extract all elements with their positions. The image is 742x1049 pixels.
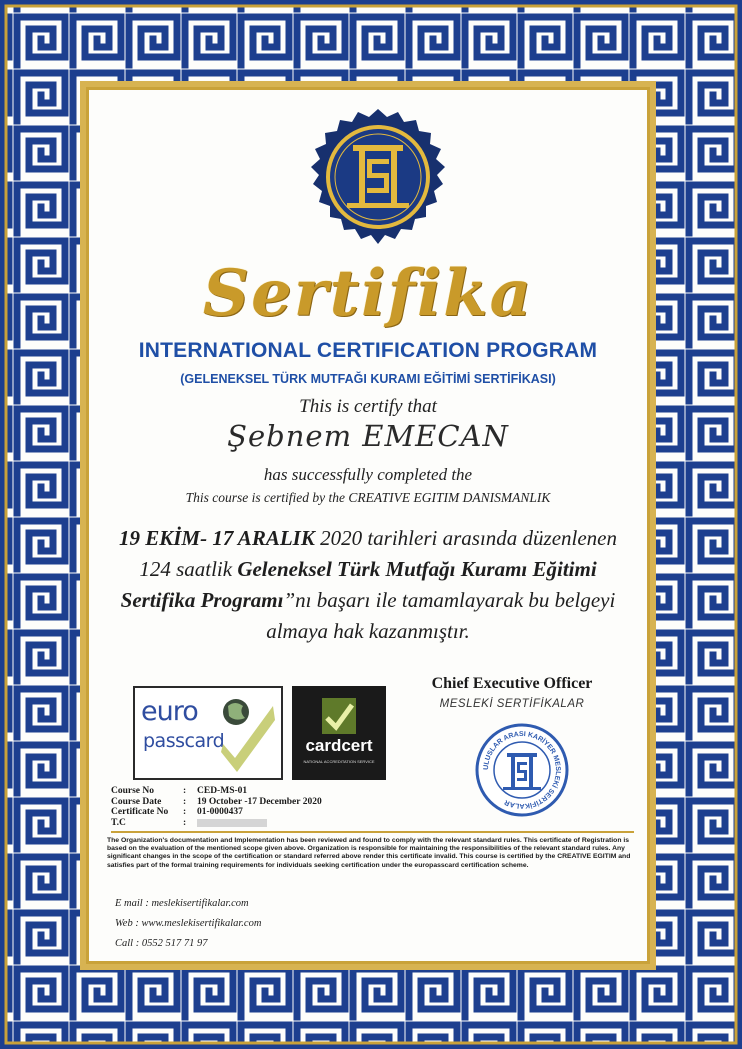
course-date-value: 19 October -17 December 2020 bbox=[197, 796, 322, 807]
cardcert-check-icon bbox=[322, 698, 356, 734]
course-info-row bbox=[111, 807, 322, 818]
cardcert-subtitle: NATIONAL ACCREDITATION SERVICE bbox=[303, 759, 375, 764]
contact-block bbox=[115, 894, 261, 954]
certify-line: This is certify that bbox=[299, 396, 437, 417]
tc-label: T.C bbox=[111, 817, 126, 828]
program-title: INTERNATIONAL CERTIFICATION PROGRAM bbox=[138, 339, 598, 362]
certified-by-line: This course is certified by the CREATIVE EGITIM DANISMANLIK bbox=[185, 490, 551, 505]
course-info-row bbox=[111, 797, 322, 808]
legal-statement: The Organization's documentation and Implementation has been reviewed and found to comply with the relevant standard rules. This certificate of Registration is based on the evaluation of the mentioned scope given above. Organization is responsible for maintaining the responsibilities of the relevant standard rules. Any significant changes in the scope of the certification or standard referred above render this certificate invalid. This course is certified by the CREATIVE EGITIM and satisfies part of the formal training requirements for individuals seeking certification under the europasscard certification scheme. bbox=[107, 837, 631, 869]
course-date-label: Course Date bbox=[111, 796, 162, 807]
recipient-name: Şebnem EMECAN bbox=[227, 419, 509, 453]
certificate-no-value: 01-0000437 bbox=[197, 807, 243, 817]
ms-monogram-seal-icon bbox=[303, 107, 453, 257]
course-info-separator: : bbox=[183, 807, 187, 817]
globe-check-icon bbox=[219, 694, 279, 774]
completed-line: has successfully completed the bbox=[263, 465, 473, 484]
course-info-separator: : bbox=[183, 796, 187, 807]
certificate-no-label: Certificate No bbox=[111, 807, 169, 817]
gold-divider bbox=[111, 831, 634, 833]
contact-web: Web : www.meslekisertifikalar.com bbox=[115, 918, 262, 929]
signatory-organization: MESLEKİ SERTİFİKALAR bbox=[439, 698, 585, 710]
tc-redacted-value bbox=[197, 819, 267, 827]
body-dates: 19 EKİM- 17 ARALIK bbox=[118, 526, 315, 550]
body-part1: 2020 tarihleri arasında düzenlenen 124 saatlik bbox=[139, 526, 617, 581]
europasscard-logo bbox=[133, 686, 283, 780]
cardcert-word: cardcert bbox=[305, 736, 373, 755]
course-info-row bbox=[111, 786, 322, 797]
body-part2: ”nı başarı ile tamamlayarak bu belgeyi almaya hak kazanmıştır. bbox=[266, 588, 616, 643]
program-subtitle: (GELENEKSEL TÜRK MUTFAĞI KURAMI EĞİTİMİ SERTİFİKASI) bbox=[180, 372, 556, 386]
course-no-label: Course No bbox=[111, 786, 155, 796]
signatory-title: Chief Executive Officer bbox=[431, 675, 593, 692]
contact-call: Call : 0552 517 71 97 bbox=[115, 938, 208, 949]
contact-email: E mail : meslekisertifikalar.com bbox=[115, 898, 249, 909]
certificate-title-word: Sertifika bbox=[202, 256, 534, 331]
stamp-text: ULUSLAR ARASI KARİYER MESLEKİ SERTİFİKALAR bbox=[482, 730, 562, 810]
europass-word-euro: euro bbox=[141, 696, 198, 727]
certificate-content bbox=[92, 93, 644, 958]
organization-stamp-icon bbox=[475, 723, 569, 817]
europass-word-passcard: passcard bbox=[143, 730, 225, 752]
course-info-row bbox=[111, 818, 322, 829]
course-no-value: CED-MS-01 bbox=[197, 786, 248, 796]
certificate-body-text bbox=[102, 523, 634, 647]
course-info-separator: : bbox=[183, 817, 187, 828]
course-info-separator: : bbox=[183, 786, 187, 796]
cardcert-logo bbox=[292, 686, 386, 780]
body-program-name: Geleneksel Türk Mutfağı Kuramı Eğitimi Sertifika Programı bbox=[120, 557, 597, 612]
course-info-block bbox=[111, 786, 322, 828]
